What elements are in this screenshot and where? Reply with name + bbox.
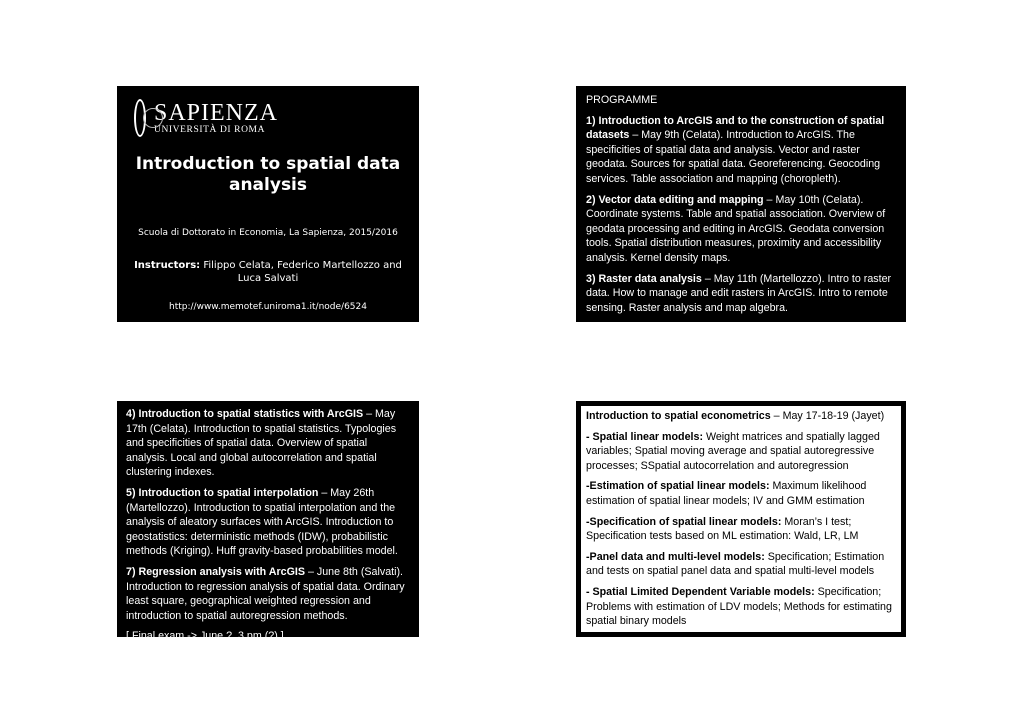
instructors-label: Instructors: <box>134 260 201 271</box>
item-text: Maximum likelihood estimation of spatial linear models; IV and GMM estimation <box>586 480 867 507</box>
final-exam-note: [ Final exam -> June ?, 3 pm (?) ] <box>126 630 284 643</box>
programme-item <box>126 565 410 623</box>
item-title: 7) Regression analysis with ArcGIS <box>126 565 305 578</box>
item-text: – May 10th (Celata). Coordinate systems. Table and spatial association. Overview of geodata processing and editing in ArcGIS. Geodata conversion tools. Spatial distribution measures, proximity and accessibility analysis. Kernel density maps. <box>586 193 886 264</box>
econometrics-item <box>586 550 896 579</box>
item-text: – May 17th (Celata). Introduction to spatial statistics. Typologies and specificities of spatial data. Overview of spatial analysis. Local and global autocorrelation and spatial clustering indexes. <box>126 408 397 479</box>
item-text: – May 17-18-19 (Jayet) <box>770 410 885 422</box>
programme-heading: PROGRAMME <box>586 94 658 106</box>
econometrics-item <box>586 430 896 474</box>
item-title: 1) Introduction to ArcGIS and to the construction of spatial datasets <box>586 114 885 142</box>
course-title: Introduction to spatial data analysis <box>135 154 401 195</box>
econometrics-slide <box>576 401 906 637</box>
university-logo <box>128 91 278 145</box>
item-title: - Spatial linear models: <box>586 430 703 443</box>
econometrics-item <box>586 515 896 544</box>
econometrics-item <box>586 479 896 508</box>
item-title: -Panel data and multi-level models: <box>586 550 765 563</box>
programme-item <box>586 193 896 266</box>
item-title: Introduction to spatial econometrics <box>586 410 771 422</box>
item-title: -Specification of spatial linear models: <box>586 515 782 528</box>
item-text: – May 9th (Celata). Introduction to ArcGIS. The specificities of spatial data and analysis. Vector and raster geodata. Sources for spatial data. Georeferencing. Geocoding services. Table association and mapping (choropleth). <box>586 129 881 185</box>
instructors <box>129 260 407 285</box>
item-text: Specification; Problems with estimation of LDV models; Methods for estimating spatial binary models <box>586 585 892 628</box>
item-text: – May 26th (Martellozzo). Introduction to spatial interpolation and the analysis of aleatory surfaces with ArcGIS. Introduction to geostatistics: deterministic methods (IDW), probabilistic methods (Kriging). Huff gravity-based probabilities model. <box>126 486 398 558</box>
econometrics-item <box>586 585 896 629</box>
logo-text <box>154 101 278 136</box>
programme-item <box>126 486 410 559</box>
title-slide <box>117 86 419 322</box>
item-title: 4) Introduction to spatial statistics with ArcGIS <box>126 408 364 420</box>
programme-item <box>126 407 410 480</box>
programme-item <box>586 272 896 316</box>
item-text: – June 8th (Salvati). Introduction to regression analysis of spatial data. Ordinary least square, geographical weighted regression and introduction to spatial autoregression methods. <box>126 565 405 622</box>
logo-subtitle: UNIVERSITÀ DI ROMA <box>153 124 266 135</box>
item-title: 5) Introduction to spatial interpolation <box>126 486 319 499</box>
programme-item <box>586 114 896 187</box>
course-url: http://www.memotef.uniroma1.it/node/6524 <box>169 302 367 312</box>
university-seal-icon <box>134 99 146 137</box>
item-text: – May 11th (Martellozzo). Intro to raster data. How to manage and edit rasters in ArcGIS. Intro to remote sensing. Raster analysis and map algebra. <box>586 272 892 314</box>
econometrics-item <box>586 409 896 424</box>
logo-name: SAPIENZA <box>153 99 278 126</box>
item-title: -Estimation of spatial linear models: <box>586 480 770 493</box>
programme-slide <box>576 86 906 322</box>
item-text: Specification; Estimation and tests on spatial panel data and spatial multi-level models <box>586 550 885 578</box>
item-title: - Spatial Limited Dependent Variable models: <box>586 585 815 598</box>
school-info: Scuola di Dottorato in Economia, La Sapienza, 2015/2016 <box>138 228 398 238</box>
item-text: Weight matrices and spatially lagged variables; Spatial moving average and spatial autoregressive processes; SSpatial autocorrelation and autoregression <box>586 430 880 472</box>
item-text: Moran’s I test; Specification tests based on ML estimation: Wald, LR, LM <box>586 515 859 543</box>
instructors-names: Filippo Celata, Federico Martellozzo and Luca Salvati <box>203 260 402 284</box>
item-title: 3) Raster data analysis <box>586 272 702 285</box>
programme-continued-slide <box>117 401 419 643</box>
econometrics-content <box>581 406 901 632</box>
item-title: 2) Vector data editing and mapping <box>586 193 764 206</box>
